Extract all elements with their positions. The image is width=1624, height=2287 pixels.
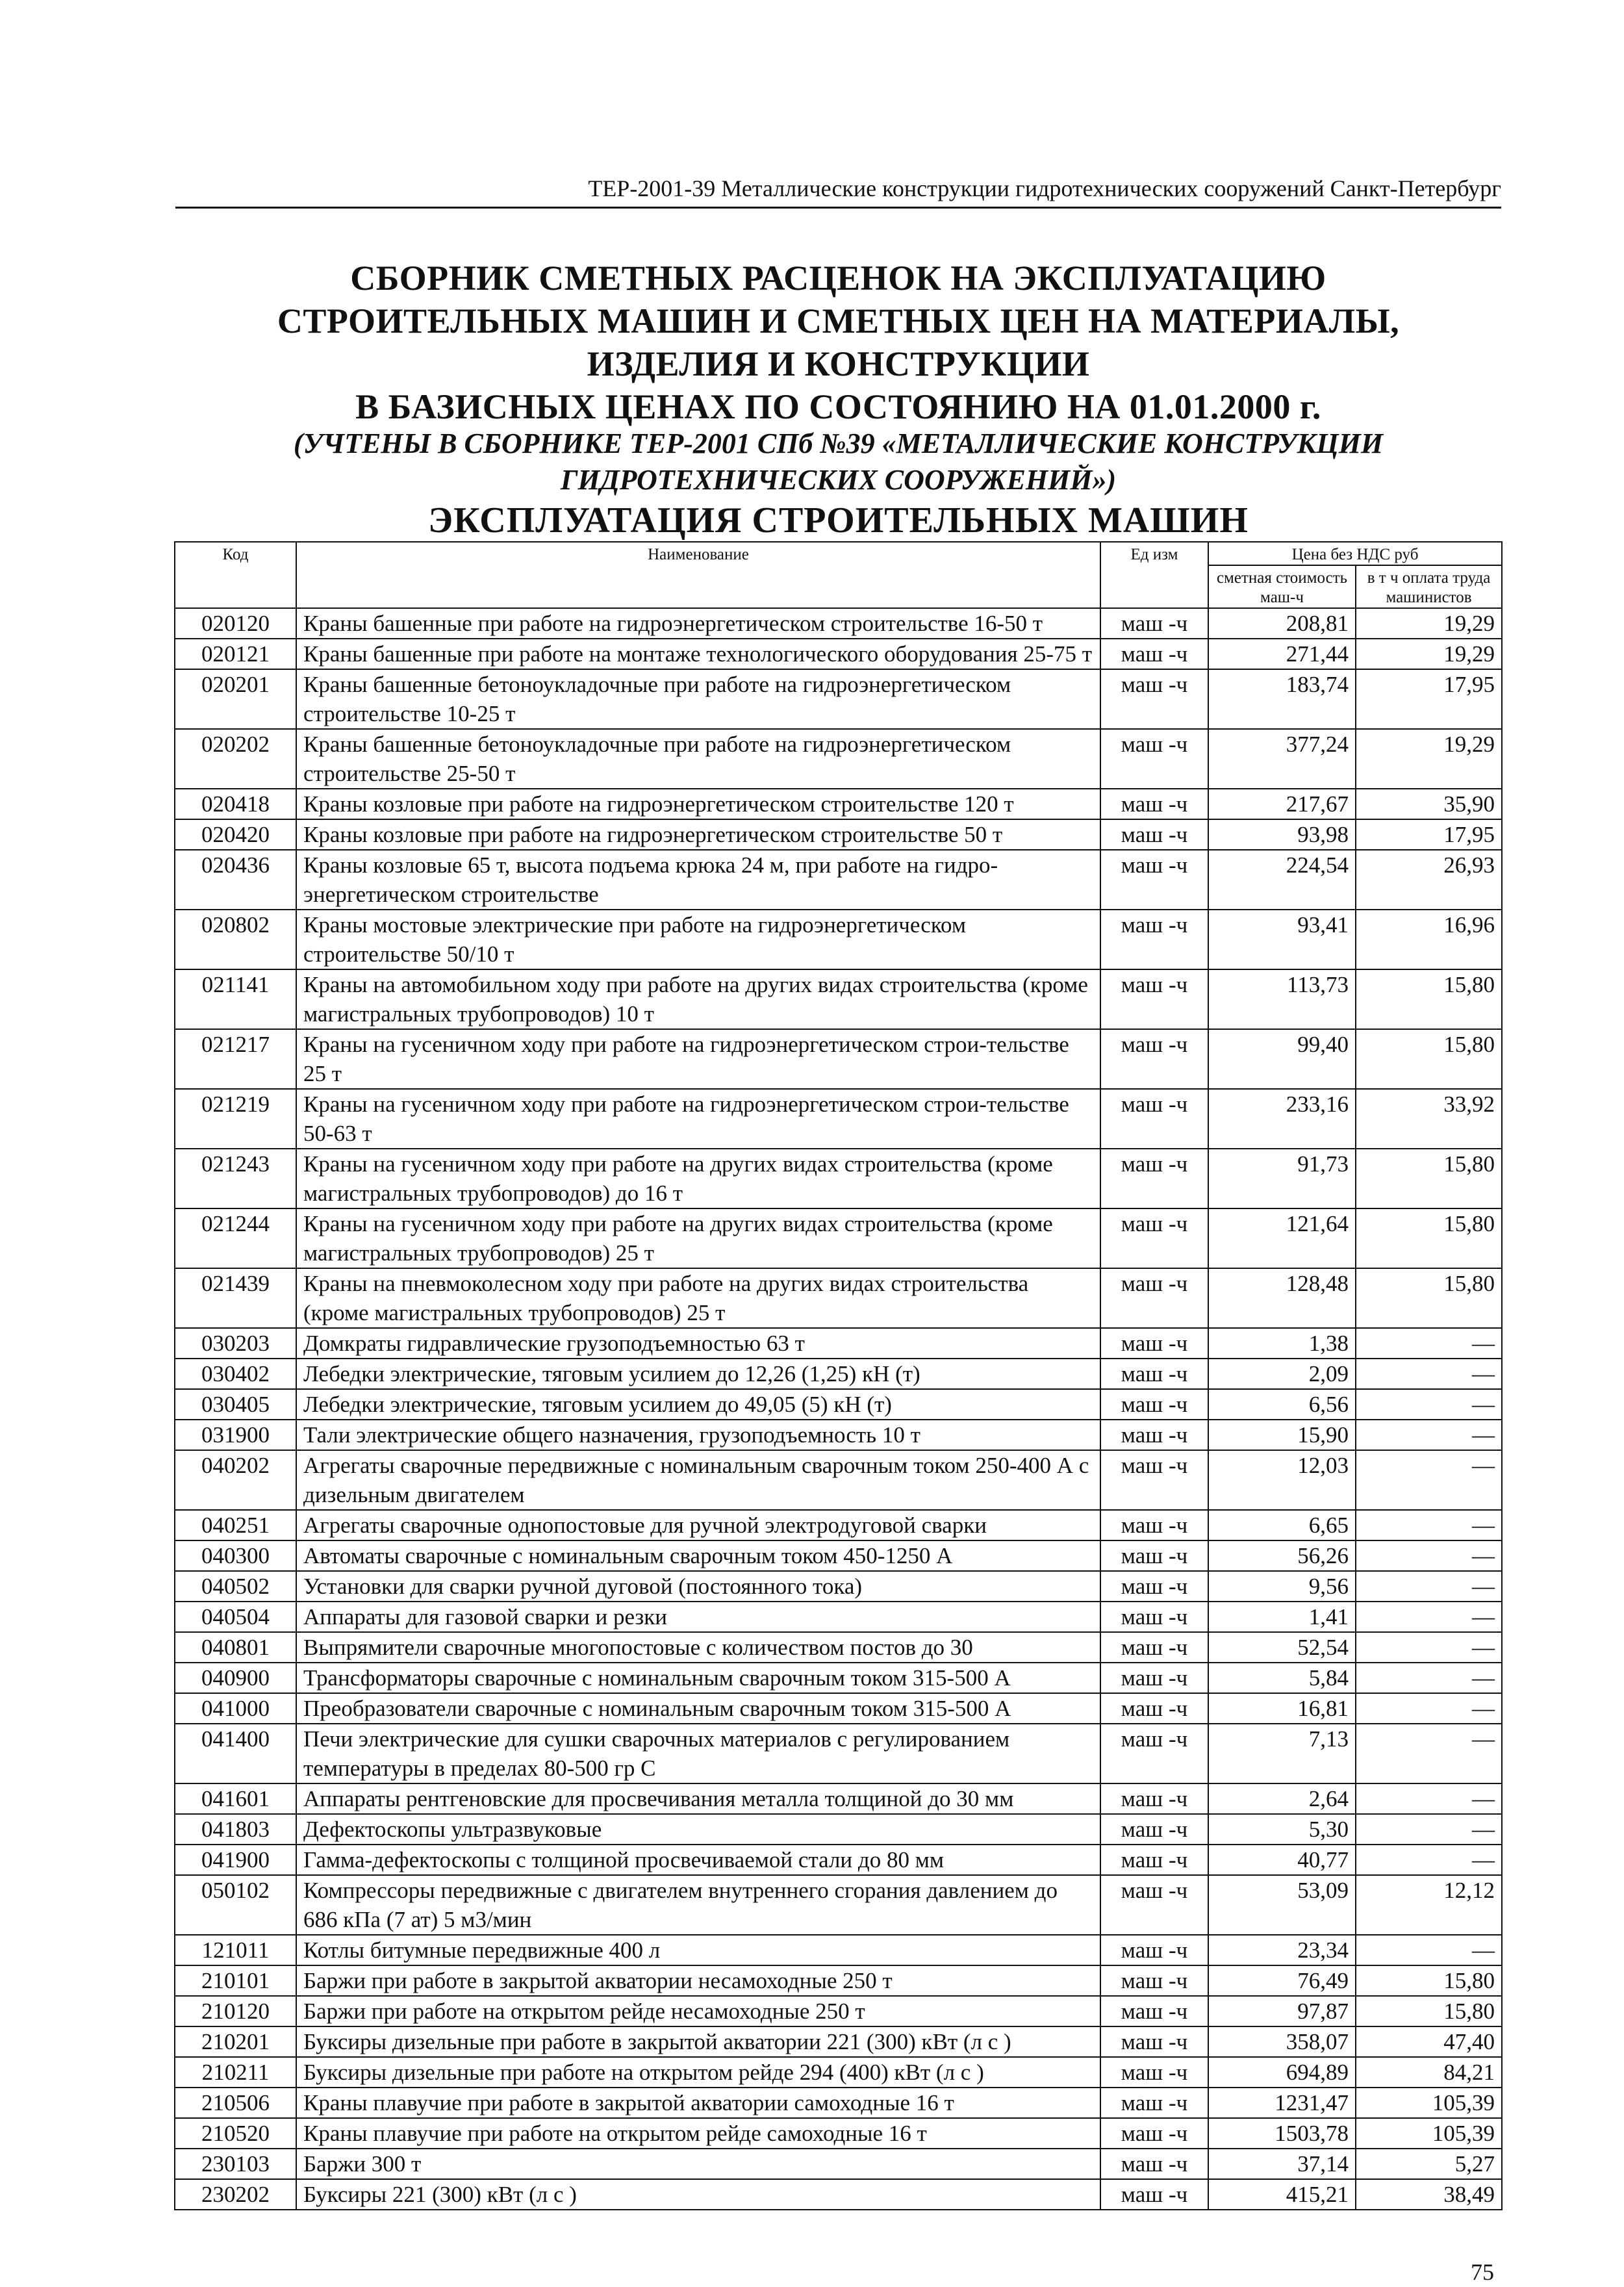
title-line: ИЗДЕЛИЯ И КОНСТРУКЦИИ <box>587 344 1090 383</box>
cell-name: Краны мостовые электрические при работе на гидроэнергетическом строительстве 50/10 т <box>296 910 1100 969</box>
cell-unit: маш -ч <box>1100 789 1208 819</box>
cell-cost: 56,26 <box>1208 1540 1356 1571</box>
cell-name: Трансформаторы сварочные с номинальным сварочным током 315-500 А <box>296 1663 1100 1693</box>
cell-unit: маш -ч <box>1100 1571 1208 1602</box>
cell-cost: 358,07 <box>1208 2026 1356 2057</box>
cell-name: Краны козловые при работе на гидроэнергетическом строительстве 50 т <box>296 819 1100 850</box>
cell-code: 210201 <box>175 2026 296 2057</box>
cell-name: Агрегаты сварочные однопостовые для ручной электродуговой сварки <box>296 1510 1100 1540</box>
cell-code: 040251 <box>175 1510 296 1540</box>
cell-cost: 6,65 <box>1208 1510 1356 1540</box>
cell-unit: маш -ч <box>1100 2026 1208 2057</box>
cell-code: 020436 <box>175 850 296 910</box>
cell-name: Установки для сварки ручной дуговой (постоянного тока) <box>296 1571 1100 1602</box>
cell-labor: 15,80 <box>1356 1268 1502 1328</box>
cell-code: 230103 <box>175 2149 296 2179</box>
cell-labor: 15,80 <box>1356 969 1502 1029</box>
cell-name: Баржи при работе в закрытой акватории несамоходные 250 т <box>296 1965 1100 1996</box>
cell-name: Тали электрические общего назначения, грузоподъемность 10 т <box>296 1420 1100 1450</box>
cell-unit: маш -ч <box>1100 1875 1208 1935</box>
cell-labor: — <box>1356 1420 1502 1450</box>
cell-name: Краны козловые при работе на гидроэнергетическом строительстве 120 т <box>296 789 1100 819</box>
cell-code: 020420 <box>175 819 296 850</box>
cell-name: Краны на гусеничном ходу при работе на других видах строительства (кроме магистральных трубопроводов) до 16 т <box>296 1149 1100 1208</box>
cell-code: 040300 <box>175 1540 296 1571</box>
cell-cost: 91,73 <box>1208 1149 1356 1208</box>
cell-name: Гамма-дефектоскопы с толщиной просвечиваемой стали до 80 мм <box>296 1845 1100 1875</box>
cell-code: 021219 <box>175 1089 296 1149</box>
cell-code: 020418 <box>175 789 296 819</box>
table-row <box>175 1328 1502 1359</box>
table-row <box>175 1540 1502 1571</box>
cell-name: Компрессоры передвижные с двигателем внутреннего сгорания давлением до 686 кПа (7 ат) 5 м3/мин <box>296 1875 1100 1935</box>
table-row <box>175 969 1502 1029</box>
running-header: ТЕР-2001-39 Металлические конструкции гидротехнических сооружений Санкт-Петербург <box>588 175 1501 201</box>
cell-unit: маш -ч <box>1100 1450 1208 1510</box>
cell-cost: 1231,47 <box>1208 2088 1356 2118</box>
table-row <box>175 608 1502 639</box>
cell-unit: маш -ч <box>1100 2118 1208 2149</box>
cell-unit: маш -ч <box>1100 1845 1208 1875</box>
cell-cost: 271,44 <box>1208 639 1356 669</box>
cell-code: 040504 <box>175 1602 296 1632</box>
header-unit: Ед изм <box>1100 542 1208 608</box>
cell-code: 041900 <box>175 1845 296 1875</box>
cell-code: 210101 <box>175 1965 296 1996</box>
cell-code: 050102 <box>175 1875 296 1935</box>
cell-labor: — <box>1356 1328 1502 1359</box>
document-title <box>175 257 1501 428</box>
cell-unit: маш -ч <box>1100 1632 1208 1663</box>
cell-cost: 52,54 <box>1208 1632 1356 1663</box>
header-rule <box>175 207 1501 209</box>
cell-name: Буксиры 221 (300) кВт (л с ) <box>296 2179 1100 2210</box>
cell-name: Дефектоскопы ультразвуковые <box>296 1814 1100 1845</box>
table-row <box>175 1663 1502 1693</box>
cell-unit: маш -ч <box>1100 1510 1208 1540</box>
cell-code: 021243 <box>175 1149 296 1208</box>
table-row <box>175 2149 1502 2179</box>
cell-labor: 105,39 <box>1356 2088 1502 2118</box>
cell-labor: 15,80 <box>1356 1965 1502 1996</box>
cell-labor: — <box>1356 1450 1502 1510</box>
cell-cost: 694,89 <box>1208 2057 1356 2088</box>
cell-unit: маш -ч <box>1100 1328 1208 1359</box>
cell-unit: маш -ч <box>1100 1602 1208 1632</box>
cell-cost: 1,38 <box>1208 1328 1356 1359</box>
cell-cost: 23,34 <box>1208 1935 1356 1965</box>
table-row <box>175 1208 1502 1268</box>
cell-code: 021141 <box>175 969 296 1029</box>
page-number: 75 <box>1471 2259 1494 2285</box>
cell-unit: маш -ч <box>1100 1029 1208 1089</box>
subtitle-line: ГИДРОТЕХНИЧЕСКИХ СООРУЖЕНИЙ») <box>560 464 1117 496</box>
cell-name: Лебедки электрические, тяговым усилием до 49,05 (5) кН (т) <box>296 1389 1100 1420</box>
table-row <box>175 2118 1502 2149</box>
cell-name: Котлы битумные передвижные 400 л <box>296 1935 1100 1965</box>
cell-name: Аппараты для газовой сварки и резки <box>296 1602 1100 1632</box>
cell-name: Буксиры дизельные при работе на открытом рейде 294 (400) кВт (л с ) <box>296 2057 1100 2088</box>
cell-unit: маш -ч <box>1100 639 1208 669</box>
cell-labor: 15,80 <box>1356 1149 1502 1208</box>
cell-name: Краны на гусеничном ходу при работе на других видах строительства (кроме магистральных трубопроводов) 25 т <box>296 1208 1100 1268</box>
title-line: В БАЗИСНЫХ ЦЕНАХ ПО СОСТОЯНИЮ НА 01.01.2000 г. <box>355 387 1321 426</box>
table-row <box>175 1875 1502 1935</box>
cell-unit: маш -ч <box>1100 729 1208 789</box>
cell-cost: 5,30 <box>1208 1814 1356 1845</box>
table-row <box>175 819 1502 850</box>
header-code: Код <box>175 542 296 608</box>
cell-name: Буксиры дизельные при работе в закрытой акватории 221 (300) кВт (л с ) <box>296 2026 1100 2057</box>
table-row <box>175 1450 1502 1510</box>
cell-name: Краны на гусеничном ходу при работе на гидроэнергетическом строи-тельстве 50-63 т <box>296 1089 1100 1149</box>
cell-cost: 9,56 <box>1208 1571 1356 1602</box>
cell-labor: — <box>1356 1693 1502 1724</box>
subtitle-line: (УЧТЕНЫ В СБОРНИКЕ ТЕР-2001 СПб №39 «МЕТАЛЛИЧЕСКИЕ КОНСТРУКЦИИ <box>293 428 1384 459</box>
title-line: СТРОИТЕЛЬНЫХ МАШИН И СМЕТНЫХ ЦЕН НА МАТЕРИАЛЫ, <box>277 301 1400 340</box>
cell-labor: — <box>1356 1389 1502 1420</box>
cell-cost: 6,56 <box>1208 1389 1356 1420</box>
table-header-row <box>175 542 1502 565</box>
cell-cost: 53,09 <box>1208 1875 1356 1935</box>
cell-unit: маш -ч <box>1100 1724 1208 1783</box>
cell-name: Краны на пневмоколесном ходу при работе на других видах строительства (кроме магистральных трубопроводов) 25 т <box>296 1268 1100 1328</box>
cell-labor: 19,29 <box>1356 608 1502 639</box>
cell-name: Краны плавучие при работе на открытом рейде самоходные 16 т <box>296 2118 1100 2149</box>
cell-labor: 33,92 <box>1356 1089 1502 1149</box>
cell-code: 041400 <box>175 1724 296 1783</box>
cell-name: Краны на автомобильном ходу при работе на других видах строительства (кроме магистральных трубопроводов) 10 т <box>296 969 1100 1029</box>
cell-unit: маш -ч <box>1100 969 1208 1029</box>
cell-name: Баржи 300 т <box>296 2149 1100 2179</box>
table-row <box>175 1602 1502 1632</box>
cell-labor: 26,93 <box>1356 850 1502 910</box>
cell-code: 040202 <box>175 1450 296 1510</box>
cell-cost: 40,77 <box>1208 1845 1356 1875</box>
cell-unit: маш -ч <box>1100 1996 1208 2026</box>
cell-name: Автоматы сварочные с номинальным сварочным током 450-1250 А <box>296 1540 1100 1571</box>
cell-name: Домкраты гидравлические грузоподъемностью 63 т <box>296 1328 1100 1359</box>
table-row <box>175 2026 1502 2057</box>
cell-code: 030405 <box>175 1389 296 1420</box>
cell-code: 210211 <box>175 2057 296 2088</box>
table-row <box>175 1996 1502 2026</box>
cell-labor: 17,95 <box>1356 819 1502 850</box>
cell-code: 031900 <box>175 1420 296 1450</box>
table-row <box>175 1814 1502 1845</box>
cell-cost: 97,87 <box>1208 1996 1356 2026</box>
table-row <box>175 1724 1502 1783</box>
cell-name: Преобразователи сварочные с номинальным сварочным током 315-500 А <box>296 1693 1100 1724</box>
cell-unit: маш -ч <box>1100 2057 1208 2088</box>
cell-code: 230202 <box>175 2179 296 2210</box>
cell-code: 020121 <box>175 639 296 669</box>
cell-unit: маш -ч <box>1100 1208 1208 1268</box>
cell-cost: 183,74 <box>1208 669 1356 729</box>
cell-code: 210120 <box>175 1996 296 2026</box>
section-title: ЭКСПЛУАТАЦИЯ СТРОИТЕЛЬНЫХ МАШИН <box>428 500 1249 541</box>
cell-code: 040801 <box>175 1632 296 1663</box>
header-cost: сметная стоимость маш-ч <box>1208 565 1356 608</box>
cell-cost: 2,09 <box>1208 1359 1356 1389</box>
cell-cost: 1503,78 <box>1208 2118 1356 2149</box>
cell-unit: маш -ч <box>1100 1935 1208 1965</box>
table-row <box>175 729 1502 789</box>
cell-cost: 233,16 <box>1208 1089 1356 1149</box>
cell-code: 021439 <box>175 1268 296 1328</box>
cell-labor: — <box>1356 1602 1502 1632</box>
cell-code: 020802 <box>175 910 296 969</box>
cell-cost: 99,40 <box>1208 1029 1356 1089</box>
cell-unit: маш -ч <box>1100 1420 1208 1450</box>
table-row <box>175 639 1502 669</box>
table-row <box>175 2057 1502 2088</box>
cell-labor: — <box>1356 1571 1502 1602</box>
table-row <box>175 1389 1502 1420</box>
cell-code: 041000 <box>175 1693 296 1724</box>
cell-unit: маш -ч <box>1100 1965 1208 1996</box>
cell-code: 021244 <box>175 1208 296 1268</box>
cell-name: Краны плавучие при работе в закрытой акватории самоходные 16 т <box>296 2088 1100 2118</box>
cell-labor: — <box>1356 1845 1502 1875</box>
cell-cost: 2,64 <box>1208 1783 1356 1814</box>
cell-cost: 93,98 <box>1208 819 1356 850</box>
cell-code: 041601 <box>175 1783 296 1814</box>
cell-unit: маш -ч <box>1100 1814 1208 1845</box>
cell-code: 040502 <box>175 1571 296 1602</box>
cell-unit: маш -ч <box>1100 819 1208 850</box>
document-subtitle <box>175 426 1501 498</box>
table-row <box>175 2088 1502 2118</box>
cell-labor: 19,29 <box>1356 729 1502 789</box>
cell-labor: 47,40 <box>1356 2026 1502 2057</box>
cell-cost: 224,54 <box>1208 850 1356 910</box>
cell-code: 121011 <box>175 1935 296 1965</box>
cell-name: Аппараты рентгеновские для просвечивания металла толщиной до 30 мм <box>296 1783 1100 1814</box>
cell-name: Краны башенные бетоноукладочные при работе на гидроэнергетическом строительстве 10-25 т <box>296 669 1100 729</box>
cell-name: Агрегаты сварочные передвижные с номинальным сварочным током 250-400 А с дизельным двигателем <box>296 1450 1100 1510</box>
cell-labor: 5,27 <box>1356 2149 1502 2179</box>
table-body <box>175 608 1502 2210</box>
cell-labor: 15,80 <box>1356 1029 1502 1089</box>
cell-code: 020201 <box>175 669 296 729</box>
cell-labor: 16,96 <box>1356 910 1502 969</box>
cell-labor: 19,29 <box>1356 639 1502 669</box>
cell-labor: — <box>1356 1935 1502 1965</box>
cell-unit: маш -ч <box>1100 910 1208 969</box>
table-row <box>175 1845 1502 1875</box>
table-row <box>175 1359 1502 1389</box>
cell-unit: маш -ч <box>1100 1268 1208 1328</box>
cell-name: Краны на гусеничном ходу при работе на гидроэнергетическом строи-тельстве 25 т <box>296 1029 1100 1089</box>
cell-code: 030402 <box>175 1359 296 1389</box>
cell-labor: 84,21 <box>1356 2057 1502 2088</box>
cell-cost: 415,21 <box>1208 2179 1356 2210</box>
cell-code: 020120 <box>175 608 296 639</box>
rates-table <box>174 541 1503 2210</box>
table-row <box>175 1149 1502 1208</box>
cell-name: Краны башенные при работе на монтаже технологического оборудования 25-75 т <box>296 639 1100 669</box>
table-row <box>175 1632 1502 1663</box>
cell-name: Краны башенные при работе на гидроэнергетическом строительстве 16-50 т <box>296 608 1100 639</box>
cell-unit: маш -ч <box>1100 1663 1208 1693</box>
cell-code: 030203 <box>175 1328 296 1359</box>
table-row <box>175 789 1502 819</box>
table-row <box>175 669 1502 729</box>
cell-labor: — <box>1356 1783 1502 1814</box>
cell-cost: 217,67 <box>1208 789 1356 819</box>
table-row <box>175 1268 1502 1328</box>
cell-labor: — <box>1356 1510 1502 1540</box>
table-row <box>175 2179 1502 2210</box>
cell-cost: 121,64 <box>1208 1208 1356 1268</box>
cell-code: 041803 <box>175 1814 296 1845</box>
cell-labor: — <box>1356 1663 1502 1693</box>
cell-labor: 15,80 <box>1356 1996 1502 2026</box>
cell-labor: 15,80 <box>1356 1208 1502 1268</box>
cell-cost: 7,13 <box>1208 1724 1356 1783</box>
table-row <box>175 1693 1502 1724</box>
cell-unit: маш -ч <box>1100 1540 1208 1571</box>
cell-labor: 35,90 <box>1356 789 1502 819</box>
cell-unit: маш -ч <box>1100 1359 1208 1389</box>
table-row <box>175 1783 1502 1814</box>
header-labor: в т ч оплата труда машинистов <box>1356 565 1502 608</box>
cell-labor: — <box>1356 1540 1502 1571</box>
table-row <box>175 1935 1502 1965</box>
table-row <box>175 1089 1502 1149</box>
table-row <box>175 1029 1502 1089</box>
cell-code: 020202 <box>175 729 296 789</box>
cell-unit: маш -ч <box>1100 2149 1208 2179</box>
cell-name: Выпрямители сварочные многопостовые с количеством постов до 30 <box>296 1632 1100 1663</box>
cell-labor: 38,49 <box>1356 2179 1502 2210</box>
title-line: СБОРНИК СМЕТНЫХ РАСЦЕНОК НА ЭКСПЛУАТАЦИЮ <box>350 259 1326 298</box>
table-row <box>175 1420 1502 1450</box>
cell-labor: 105,39 <box>1356 2118 1502 2149</box>
table-row <box>175 850 1502 910</box>
cell-unit: маш -ч <box>1100 1389 1208 1420</box>
header-price-group: Цена без НДС руб <box>1208 542 1502 565</box>
cell-unit: маш -ч <box>1100 1149 1208 1208</box>
cell-labor: 12,12 <box>1356 1875 1502 1935</box>
cell-cost: 16,81 <box>1208 1693 1356 1724</box>
cell-cost: 113,73 <box>1208 969 1356 1029</box>
cell-cost: 208,81 <box>1208 608 1356 639</box>
cell-code: 210506 <box>175 2088 296 2118</box>
cell-unit: маш -ч <box>1100 1693 1208 1724</box>
cell-name: Краны башенные бетоноукладочные при работе на гидроэнергетическом строительстве 25-50 т <box>296 729 1100 789</box>
table-row <box>175 1571 1502 1602</box>
cell-cost: 1,41 <box>1208 1602 1356 1632</box>
cell-unit: маш -ч <box>1100 1089 1208 1149</box>
cell-labor: — <box>1356 1814 1502 1845</box>
cell-cost: 37,14 <box>1208 2149 1356 2179</box>
cell-cost: 93,41 <box>1208 910 1356 969</box>
table-row <box>175 910 1502 969</box>
cell-code: 210520 <box>175 2118 296 2149</box>
header-name: Наименование <box>296 542 1100 608</box>
cell-code: 021217 <box>175 1029 296 1089</box>
cell-unit: маш -ч <box>1100 1783 1208 1814</box>
cell-name: Краны козловые 65 т, высота подъема крюка 24 м, при работе на гидро-энергетическом строительстве <box>296 850 1100 910</box>
cell-labor: — <box>1356 1724 1502 1783</box>
cell-labor: — <box>1356 1359 1502 1389</box>
table-row <box>175 1965 1502 1996</box>
cell-cost: 128,48 <box>1208 1268 1356 1328</box>
cell-cost: 15,90 <box>1208 1420 1356 1450</box>
cell-unit: маш -ч <box>1100 850 1208 910</box>
table-row <box>175 1510 1502 1540</box>
cell-cost: 12,03 <box>1208 1450 1356 1510</box>
cell-unit: маш -ч <box>1100 2088 1208 2118</box>
cell-unit: маш -ч <box>1100 669 1208 729</box>
cell-labor: — <box>1356 1632 1502 1663</box>
cell-name: Печи электрические для сушки сварочных материалов с регулированием температуры в пределах 80-500 гр С <box>296 1724 1100 1783</box>
cell-unit: маш -ч <box>1100 608 1208 639</box>
cell-cost: 76,49 <box>1208 1965 1356 1996</box>
cell-name: Баржи при работе на открытом рейде несамоходные 250 т <box>296 1996 1100 2026</box>
cell-cost: 5,84 <box>1208 1663 1356 1693</box>
cell-code: 040900 <box>175 1663 296 1693</box>
cell-name: Лебедки электрические, тяговым усилием до 12,26 (1,25) кН (т) <box>296 1359 1100 1389</box>
cell-cost: 377,24 <box>1208 729 1356 789</box>
cell-labor: 17,95 <box>1356 669 1502 729</box>
cell-unit: маш -ч <box>1100 2179 1208 2210</box>
